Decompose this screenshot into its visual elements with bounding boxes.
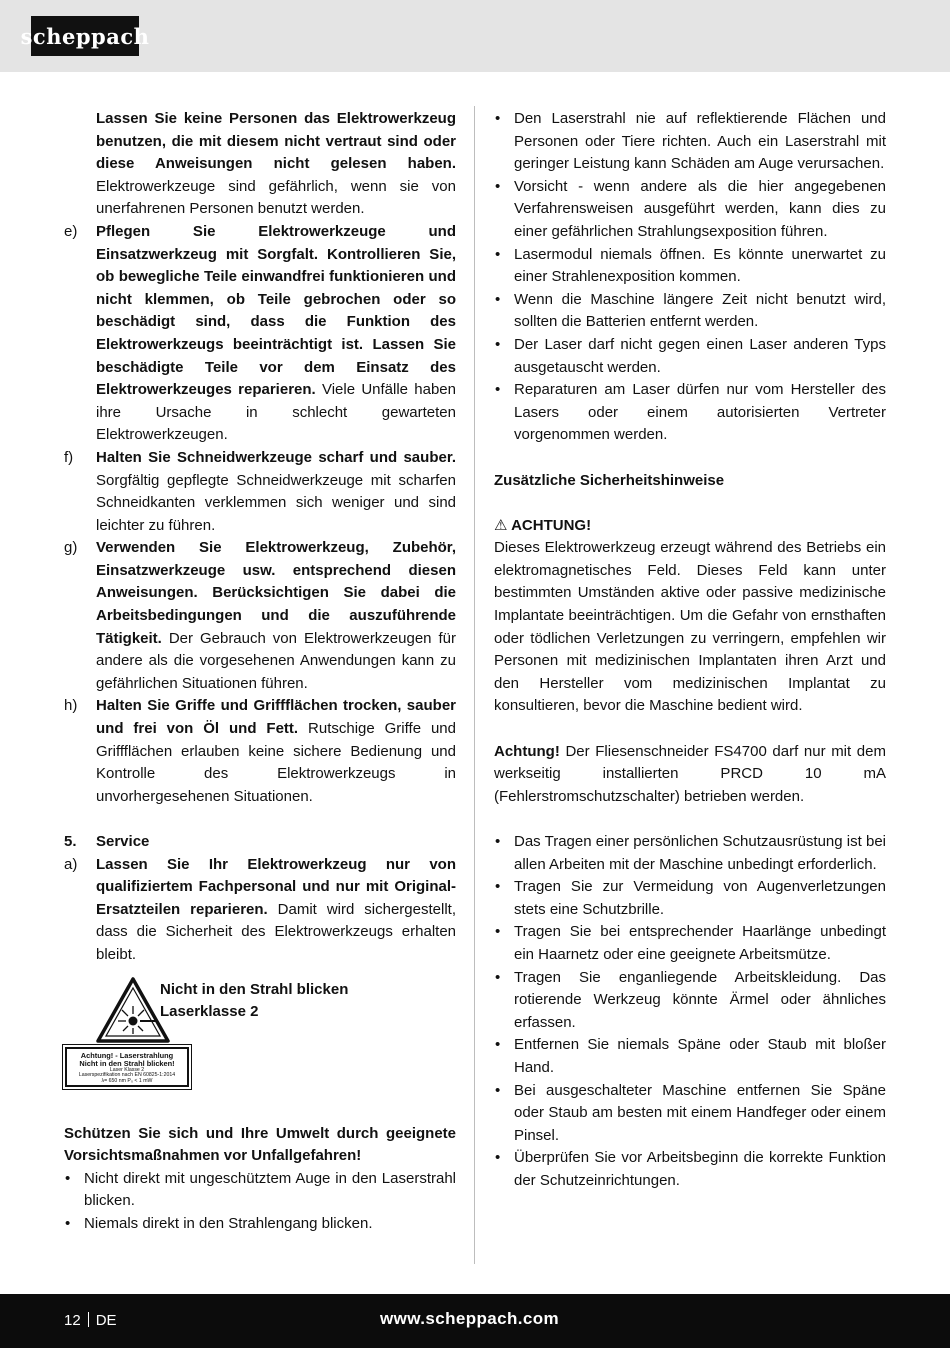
service-title: Service [96,833,150,850]
laser-warning-block [64,973,456,1123]
rule-f-bold: Halten Sie Schneidwerkzeuge scharf und sauber. [96,448,456,466]
label-line-5: λ= 650 nm P₀ < 1 mW [101,1077,153,1084]
rule-f-marker: f) [64,448,74,466]
label-line-1: Achtung! - Laserstrahlung [80,1050,174,1060]
footer-separator [88,1312,89,1327]
list-item: • Tragen Sie bei entsprechender Haarlänge unbedingt ein Haarnetz oder eine geeignete Arbeitsmütze. [494,921,886,966]
page-indicator [64,1311,117,1331]
rule-h-marker: h) [64,697,78,715]
list-item: • Vorsicht - wenn andere als die hier angegebenen Verfahrensweisen ausgeführt werden, kann dies zu einer gefährlichen Strahlungsexposition führen. [494,176,886,244]
list-item: • Überprüfen Sie vor Arbeitsbeginn die korrekte Funktion der Schutzeinrichtungen. [494,1147,886,1192]
warning-text: Dieses Elektrowerkzeug erzeugt während des Betriebs ein elektromagnetisches Feld. Dieses Feld kann unter bestimmten Umständen aktive oder passive medizinische Implantate beeinträchtigen. Um die Gefahr von ernsthaften oder tödlichen Verletzungen zu verringern, empfehlen wir Personen mit medizinischen Implantaten ihren Arzt und den Hersteller vom medizinischen Implantat zu konsultieren, bevor die Maschine bedient wird. [494,539,886,715]
protect-heading: Schützen Sie sich und Ihre Umwelt durch geeignete Vorsichtsmaßnahmen vor Unfallgefahren! [64,1124,456,1165]
warning-triangle-icon: ⚠ [494,516,508,534]
rule-g-bold: Verwenden Sie Elektrowerkzeug, Zubehör, Einsatzwerkzeuge usw. entsprechend diesen Anweisungen. Berücksichtigen Sie dabei die Arbeitsbedingungen und die auszuführende Tätigkeit. [96,539,456,647]
laser-caption-2: Laserklasse 2 [160,1002,259,1020]
prcd-text: Der Fliesenschneider FS4700 darf nur mit dem werkseitig installierten PRCD 10 mA (Fehlerstromschutzschalter) betrieben werden. [494,742,886,805]
service-a-marker: a) [64,855,78,873]
rule-f [64,447,456,537]
additional-safety-heading: Zusätzliche Sicherheitshinweise [494,471,725,489]
rule-g-text: Der Gebrauch von Elektrowerkzeugen für andere als die vorgesehenen Anwendungen kann zu gefährlichen Situationen führen. [96,629,456,692]
list-item: • Der Laser darf nicht gegen einen Laser anderen Typs ausgetauscht werden. [494,334,886,379]
laser-bullet-list [494,108,886,447]
rule-e-bold: Pflegen Sie Elektrowerkzeuge und Einsatzwerkzeug mit Sorgfalt. Kontrollieren Sie, ob bewegliche Teile einwandfrei funktionieren und nicht klemmen, ob Teile gebrochen oder so beschädigt sind, dass die Funktion des Elektrowerkzeugs beeinträchtigt ist. Lassen Sie beschädigte Teile vor dem Einsatz des Elektrowerkzeuges reparieren. [96,222,456,399]
ppe-bullet-list [494,831,886,1193]
list-item: • Reparaturen am Laser dürfen nur vom Hersteller des Lasers oder einem autorisierten Vertreter vorgenommen werden. [494,379,886,447]
right-column [494,108,886,1193]
list-item: • Entfernen Sie niemals Späne oder Staub mit bloßer Hand. [494,1034,886,1079]
language-code: DE [95,1312,117,1329]
rule-h [64,695,456,808]
laser-class-label [65,1047,189,1087]
rule-e [64,221,456,447]
label-line-3: Laser Klasse 2 [109,1066,145,1073]
service-number: 5. [64,833,77,850]
label-line-4: Laserspezifikation nach EN 60825-1:2014 [78,1072,176,1079]
list-item: • Das Tragen einer persönlichen Schutzausrüstung ist bei allen Arbeiten mit der Maschine unbedingt erforderlich. [494,831,886,876]
list-item: • Niemals direkt in den Strahlengang blicken. [64,1213,456,1236]
rule-f-text: Sorgfältig gepflegte Schneidwerkzeuge mit scharfen Schneidkanten verklemmen sich weniger und sind leichter zu führen. [96,471,456,534]
rule-h-text: Rutschige Griffe und Griffflächen erlauben keine sichere Bedienung und Kontrolle des Elektrowerkzeugs in unvorhergesehenen Situationen. [96,720,456,805]
service-a-bold: Lassen Sie Ihr Elektrowerkzeug nur von qualifiziertem Fachpersonal und nur mit Original-Ersatzteilen reparieren. [96,855,456,918]
list-item: • Nicht direkt mit ungeschütztem Auge in den Laserstrahl blicken. [64,1168,456,1213]
page-number: 12 [64,1312,81,1329]
page-header [0,0,950,72]
service-heading [64,831,456,854]
list-item: • Tragen Sie zur Vermeidung von Augenverletzungen stets eine Schutzbrille. [494,876,886,921]
list-item: • Tragen Sie enganliegende Arbeitskleidung. Das rotierende Werkzeug könnte Ärmel oder ähnliches erfassen. [494,967,886,1035]
rule-h-bold: Halten Sie Griffe und Griffflächen trocken, sauber und frei von Öl und Fett. [96,697,456,738]
list-item: • Wenn die Maschine längere Zeit nicht benutzt wird, sollten die Batterien entfernt werden. [494,289,886,334]
website-link[interactable]: www.scheppach.com [380,1309,560,1328]
warning-heading [494,515,886,538]
warning-label: ACHTUNG! [511,516,592,534]
rule-g-marker: g) [64,539,78,557]
rule-d-bold: Lassen Sie keine Personen das Elektrowerkzeug benutzen, die mit diesem nicht vertraut sind oder diese Anweisungen nicht gelesen haben. [96,110,456,173]
rule-e-marker: e) [64,222,78,240]
prcd-label: Achtung! [494,742,560,760]
service-rule-a [64,854,456,967]
rule-g [64,537,456,695]
column-divider [474,106,475,1264]
page-footer [0,1294,950,1348]
list-item: • Den Laserstrahl nie auf reflektierende Flächen und Personen oder Tiere richten. Auch ein Laserstrahl mit geringer Leistung kann Schäden am Auge verursachen. [494,108,886,176]
list-item: • Lasermodul niemals öffnen. Es könnte unerwartet zu einer Strahlenexposition kommen. [494,244,886,289]
left-column [64,108,456,1236]
protect-bullet-list [64,1168,456,1236]
rule-e-text: Viele Unfälle haben ihre Ursache in schlecht gewarteten Elektrowerkzeugen. [96,381,456,444]
laser-warning-triangle-icon [96,977,170,1043]
prcd-notice [494,741,886,809]
list-item: • Bei ausgeschalteter Maschine entfernen Sie Späne oder Staub am besten mit einem Handfeger oder einem Pinsel. [494,1080,886,1148]
scheppach-logo: scheppach [31,16,139,56]
service-a-text: Damit wird sichergestellt, dass die Sicherheit des Elektrowerkzeugs erhalten bleibt. [96,900,456,963]
laser-caption-1: Nicht in den Strahl blicken [160,980,349,998]
rule-d-text: Elektrowerkzeuge sind gefährlich, wenn sie von unerfahrenen Personen benutzt werden. [96,177,456,218]
rule-d-continued [64,108,456,221]
label-line-2: Nicht in den Strahl blicken! [79,1058,175,1068]
